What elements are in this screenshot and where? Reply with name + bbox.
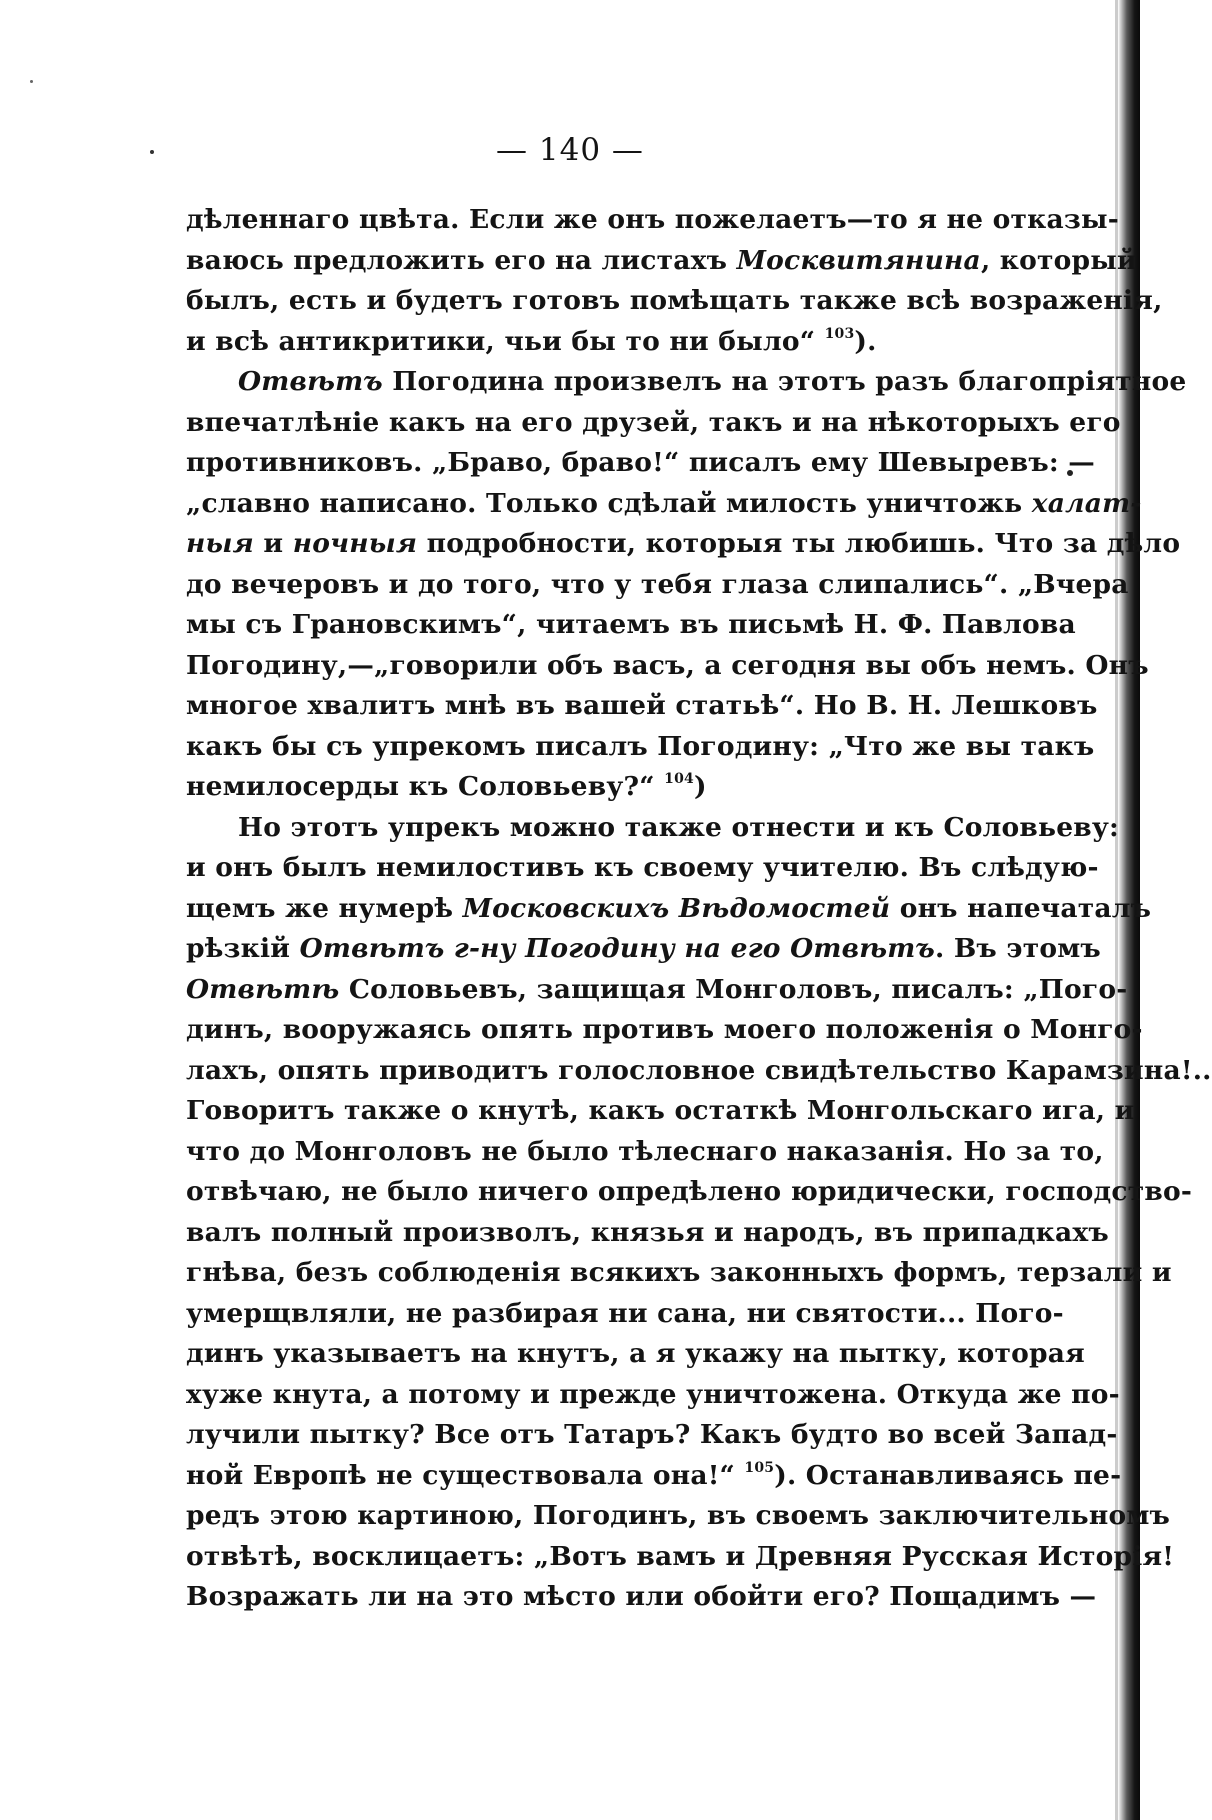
text-segment: Погодина произвелъ на этотъ разъ благопріятное — [382, 366, 1187, 397]
text-segment: и — [253, 528, 293, 559]
text-line — [186, 1456, 1122, 1497]
text-segment: отвѣчаю, не было ничего опредѣлено юридически, господство- — [186, 1176, 1193, 1207]
text-line — [186, 1375, 1120, 1416]
text-line — [186, 362, 1187, 403]
text-segment: динъ, вооружаясь опять противъ моего положенія о Монго- — [186, 1014, 1143, 1045]
text-segment: Соловьевъ, защищая Монголовъ, писалъ: „Пого- — [339, 973, 1128, 1005]
text-segment: многое хвалитъ мнѣ въ вашей статьѣ“. Но В. Н. Лешковъ — [186, 690, 1098, 721]
text-line — [186, 686, 1098, 727]
text-segment: гнѣва, безъ соблюденія всякихъ законныхъ формъ, терзали и — [186, 1257, 1172, 1288]
text-line — [186, 1253, 1172, 1294]
text-line — [186, 929, 1101, 970]
text-segment: умерщвляли, не разбирая ни сана, ни святости... Пого- — [186, 1297, 1064, 1329]
italic-text: ночныя — [292, 528, 418, 559]
text-line — [186, 646, 1149, 687]
text-line — [186, 1334, 1085, 1375]
text-line — [186, 808, 1120, 849]
italic-text: халат- — [1031, 487, 1142, 519]
text-line — [186, 322, 1026, 363]
text-segment: хуже кнута, а потому и прежде уничтожена. Откуда же по- — [186, 1378, 1120, 1410]
text-line — [186, 889, 1152, 930]
italic-text: Отвѣтъ — [238, 366, 383, 397]
text-segment: лахъ, опять приводитъ голословное свидѣтельство Карамзина!.. — [186, 1054, 1212, 1086]
text-segment: ). Останавливаясь пе- — [774, 1459, 1122, 1491]
text-line — [186, 241, 1137, 282]
text-segment: , который — [980, 244, 1137, 276]
text-line — [186, 1496, 1171, 1537]
footnote-ref: 105 — [744, 1459, 775, 1476]
text-line — [186, 443, 1095, 484]
text-segment: редъ этою картиною, Погодинъ, въ своемъ заключительномъ — [186, 1500, 1171, 1531]
text-segment: Но этотъ упрекъ можно также отнести и къ Соловьеву: — [238, 811, 1120, 843]
text-line — [186, 605, 1076, 646]
text-line — [186, 767, 1026, 808]
text-line — [186, 1051, 1212, 1092]
text-line — [186, 1172, 1193, 1213]
italic-text: Отвѣтъ г-ну Погодину на его Отвѣтъ — [299, 933, 935, 964]
text-line — [186, 524, 1181, 565]
text-line — [186, 848, 1099, 889]
text-segment: онъ напечаталъ — [890, 892, 1152, 924]
text-line — [186, 403, 1121, 444]
text-line — [186, 1132, 1104, 1173]
text-segment: подробности, которыя ты любишь. Что за дѣло — [417, 528, 1181, 559]
text-segment: ной Европѣ не существовала она!“ — [186, 1459, 745, 1491]
text-segment: до вечеровъ и до того, что у тебя глаза слипались“. „Вчера — [186, 568, 1129, 600]
italic-text: Отвѣтѣ — [186, 973, 340, 1005]
text-segment: противниковъ. „Браво, браво!“ писалъ ему Шевыревъ: — — [186, 447, 1095, 478]
text-segment: и онъ былъ немилостивъ къ своему учителю. Въ слѣдую- — [186, 852, 1099, 883]
text-line — [186, 281, 1163, 322]
text-line — [186, 565, 1129, 606]
body-text — [186, 200, 1212, 1618]
footnote-ref: 104 — [664, 771, 694, 787]
text-line — [186, 484, 1142, 525]
text-segment: впечатлѣніе какъ на его друзей, такъ и на нѣкоторыхъ его — [186, 406, 1121, 438]
paper-speck — [30, 80, 33, 83]
text-segment: „славно написано. Только сдѣлай милость уничтожь — [186, 487, 1032, 519]
text-segment: и всѣ антикритики, чьи бы то ни было“ — [186, 325, 825, 357]
text-line — [186, 970, 1128, 1011]
text-segment: . Въ этомъ — [934, 933, 1101, 964]
text-segment: мы съ Грановскимъ“, читаемъ въ письмѣ Н. Ф. Павлова — [186, 609, 1076, 640]
text-line — [186, 1415, 1118, 1456]
text-line — [186, 1213, 1109, 1254]
text-segment: ). — [854, 325, 877, 357]
text-segment: немилосерды къ Соловьеву?“ — [186, 771, 665, 802]
text-line — [186, 1294, 1064, 1335]
text-segment: дѣленнаго цвѣта. Если же онъ пожелаетъ—то я не отказы- — [186, 204, 1119, 235]
text-segment: отвѣтѣ, восклицаетъ: „Вотъ вамъ и Древняя Русская Исторія! — [186, 1540, 1175, 1572]
text-segment: Погодину,—„говорили объ васъ, а сегодня вы объ немъ. Онъ — [186, 649, 1149, 681]
text-segment: лучили пытку? Все отъ Татаръ? Какъ будто во всей Запад- — [186, 1419, 1118, 1450]
text-line — [186, 1010, 1143, 1051]
text-segment: что до Монголовъ не было тѣлеснаго наказанія. Но за то, — [186, 1135, 1104, 1167]
text-segment: щемъ же нумерѣ — [186, 892, 463, 924]
text-segment: былъ, есть и будетъ готовъ помѣщать также всѣ возраженія, — [186, 285, 1163, 316]
text-segment: динъ указываетъ на кнутъ, а я укажу на пытку, которая — [186, 1338, 1085, 1369]
footnote-ref: 103 — [824, 325, 855, 342]
text-segment: Говоритъ также о кнутѣ, какъ остаткѣ Монгольскаго ига, и — [186, 1095, 1135, 1126]
text-segment: ваюсь предложить его на листахъ — [186, 244, 737, 276]
text-line — [186, 200, 1119, 241]
text-segment: какъ бы съ упрекомъ писалъ Погодину: „Что же вы такъ — [186, 730, 1095, 762]
text-line — [186, 727, 1095, 768]
italic-text: Москвитянина — [736, 244, 981, 276]
italic-text: Московскихъ Вѣдомостей — [462, 892, 891, 924]
italic-text: ныя — [186, 528, 254, 559]
text-line — [186, 1537, 1175, 1578]
text-segment: рѣзкій — [186, 933, 300, 964]
page-number: — 140 — — [496, 132, 644, 168]
text-segment: Возражать ли на это мѣсто или обойти его? Пощадимъ — — [186, 1581, 1097, 1612]
text-segment: ) — [693, 771, 707, 802]
text-segment: валъ полный произволъ, князья и народъ, въ припадкахъ — [186, 1216, 1109, 1248]
text-line — [186, 1091, 1135, 1132]
text-line — [186, 1577, 1097, 1618]
